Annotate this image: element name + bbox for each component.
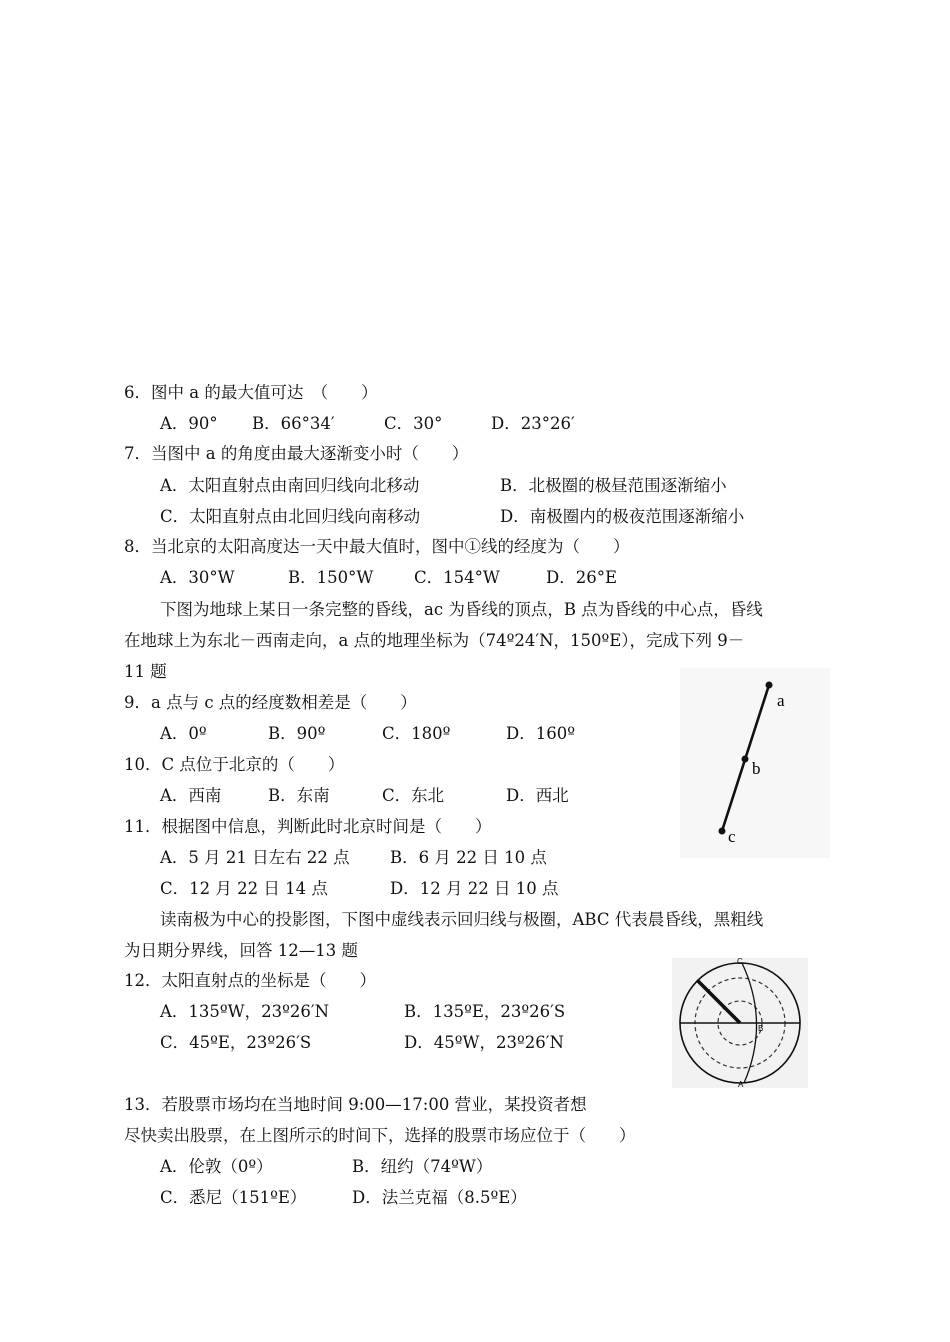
q7-option-b: B．北极圈的极昼范围逐渐缩小 xyxy=(500,476,727,495)
q12-option-b: B．135ºE，23º26′S xyxy=(404,1002,566,1021)
q11-option-b: B．6 月 22 日 10 点 xyxy=(390,848,547,867)
q6-option-c: C．30° xyxy=(384,414,443,433)
q10-option-d: D．西北 xyxy=(506,786,569,805)
q10-stem: 10．C 点位于北京的（ ） xyxy=(124,755,345,774)
q8-stem: 8．当北京的太阳高度达一天中最大值时，图中①线的经度为（ ） xyxy=(124,537,630,556)
label-c: c xyxy=(728,827,736,846)
q6-stem: 6．图中 a 的最大值可达 （ ） xyxy=(124,383,378,402)
q8-option-b: B．150°W xyxy=(288,568,374,587)
q7-option-d: D．南极圈内的极夜范围逐渐缩小 xyxy=(500,507,745,526)
q6-option-d: D．23°26′ xyxy=(491,414,575,433)
q9-option-a: A．0º xyxy=(160,724,207,743)
label-a: A xyxy=(738,1080,744,1088)
intro1-line-1: 下图为地球上某日一条完整的昏线，ac 为昏线的顶点，B 点为昏线的中心点，昏线 xyxy=(160,600,763,619)
label-b: b xyxy=(752,759,761,778)
q6-option-b: B．66°34′ xyxy=(252,414,335,433)
q10-option-b: B．东南 xyxy=(268,786,330,805)
q10-option-a: A．西南 xyxy=(160,786,222,805)
q9-option-c: C．180º xyxy=(382,724,451,743)
south-pole-projection-figure xyxy=(672,958,808,1088)
q11-stem: 11．根据图中信息，判断此时北京时间是（ ） xyxy=(124,817,492,836)
q7-stem: 7．当图中 a 的角度由最大逐渐变小时（ ） xyxy=(124,444,469,463)
q10-option-c: C．东北 xyxy=(382,786,445,805)
point-a xyxy=(766,682,773,689)
q11-option-d: D．12 月 22 日 10 点 xyxy=(390,879,559,898)
label-c: C xyxy=(737,958,743,966)
q8-option-d: D．26°E xyxy=(546,568,618,587)
intro1-line-3: 11 题 xyxy=(124,662,167,681)
q12-stem: 12．太阳直射点的坐标是（ ） xyxy=(124,971,376,990)
q7-option-c: C．太阳直射点由北回归线向南移动 xyxy=(160,507,421,526)
point-c xyxy=(719,828,726,835)
q13-option-d: D．法兰克福（8.5ºE） xyxy=(352,1188,527,1207)
q8-option-c: C．154°W xyxy=(414,568,500,587)
dusk-line-figure xyxy=(680,668,830,858)
q9-option-b: B．90º xyxy=(268,724,326,743)
q8-option-a: A．30°W xyxy=(160,568,235,587)
q6-option-a: A．90° xyxy=(160,414,218,433)
q12-option-d: D．45ºW，23º26′N xyxy=(404,1033,564,1052)
label-b: B xyxy=(758,1024,764,1033)
intro1-line-2: 在地球上为东北－西南走向，a 点的地理坐标为（74º24′N，150ºE），完成下列 9－ xyxy=(124,631,745,650)
q13-option-c: C．悉尼（151ºE） xyxy=(160,1188,307,1207)
point-b xyxy=(742,756,749,763)
q13-option-a: A．伦敦（0º） xyxy=(160,1157,273,1176)
intro2-line-1: 读南极为中心的投影图，下图中虚线表示回归线与极圈，ABC 代表晨昏线，黑粗线 xyxy=(160,910,764,929)
q13-stem-line-2: 尽快卖出股票，在上图所示的时间下，选择的股票市场应位于（ ） xyxy=(124,1126,636,1145)
q9-stem: 9．a 点与 c 点的经度数相差是（ ） xyxy=(124,693,417,712)
q11-option-a: A．5 月 21 日左右 22 点 xyxy=(160,848,350,867)
q11-option-c: C．12 月 22 日 14 点 xyxy=(160,879,328,898)
q12-option-c: C．45ºE，23º26′S xyxy=(160,1033,312,1052)
q9-option-d: D．160º xyxy=(506,724,575,743)
intro2-line-2: 为日期分界线，回答 12—13 题 xyxy=(124,941,358,960)
label-a: a xyxy=(777,691,785,710)
q13-option-b: B．纽约（74ºW） xyxy=(352,1157,493,1176)
q12-option-a: A．135ºW，23º26′N xyxy=(160,1002,330,1021)
q7-option-a: A．太阳直射点由南回归线向北移动 xyxy=(160,476,420,495)
q13-stem-line-1: 13．若股票市场均在当地时间 9:00—17:00 营业，某投资者想 xyxy=(124,1095,587,1114)
